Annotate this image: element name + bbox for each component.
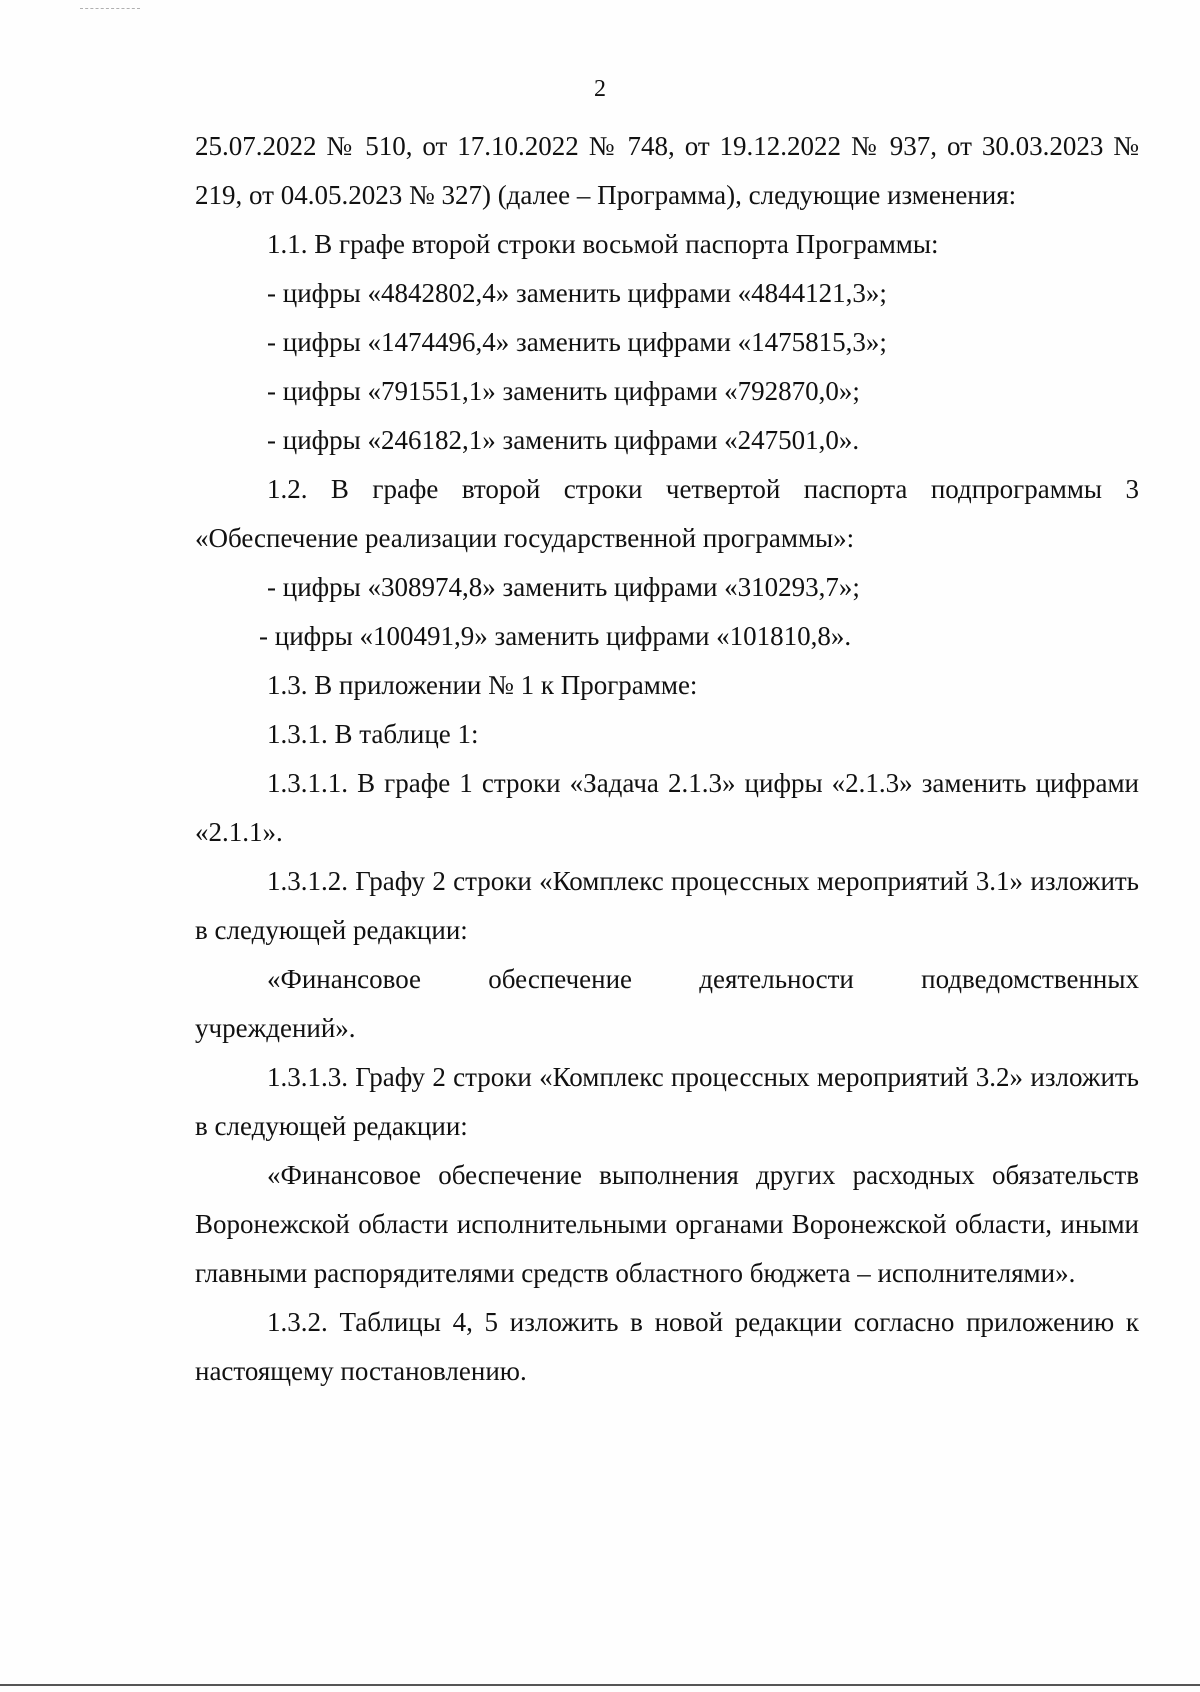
page-number: 2: [594, 76, 606, 102]
paragraph-1-2-item-1: - цифры «308974,8» заменить цифрами «310293,7»;: [267, 572, 860, 602]
paragraph-1-1: 1.1. В графе второй строки восьмой паспорта Программы:: [267, 229, 939, 259]
paragraph-1-3-1-2: 1.3.1.2. Графу 2 строки «Комплекс процессных мероприятий 3.1» изложить в следующей редакции:: [195, 866, 1139, 945]
paragraph-1-1-item-4: - цифры «246182,1» заменить цифрами «247501,0».: [267, 425, 860, 455]
paragraph-1-3-1-1: 1.3.1.1. В графе 1 строки «Задача 2.1.3» цифры «2.1.3» заменить цифрами «2.1.1».: [195, 768, 1139, 847]
quoted-word: «Финансовое: [267, 964, 422, 994]
scan-mark: [80, 8, 140, 13]
paragraph-1-3: 1.3. В приложении № 1 к Программе:: [267, 670, 698, 700]
paragraph-1-3-1-3: 1.3.1.3. Графу 2 строки «Комплекс процессных мероприятий 3.2» изложить в следующей редакции:: [195, 1062, 1139, 1141]
quoted-word: обеспечение: [488, 964, 633, 994]
paragraph-amendment-list: 25.07.2022 № 510, от 17.10.2022 № 748, от 19.12.2022 № 937, от 30.03.2023 № 219, от 04.05.2023 № 327) (далее – Программа), следующие изменения:: [195, 131, 1139, 210]
paragraph-1-1-item-2: - цифры «1474496,4» заменить цифрами «1475815,3»;: [267, 327, 887, 357]
quoted-text-2: «Финансовое обеспечение выполнения других расходных обязательств Воронежской области исполнительными органами Воронежской области, иными главными распорядителями средств областного бюджета – исполнителями».: [195, 1160, 1139, 1288]
paragraph-1-2: 1.2. В графе второй строки четвертой паспорта подпрограммы 3 «Обеспечение реализации государственной программы»:: [195, 474, 1139, 553]
paragraph-1-1-item-1: - цифры «4842802,4» заменить цифрами «4844121,3»;: [267, 278, 887, 308]
quoted-word: подведомственных: [921, 964, 1139, 994]
quoted-text-line-1: [195, 955, 1139, 1004]
quoted-text-line-2: учреждений».: [195, 1013, 356, 1043]
quoted-word: деятельности: [699, 964, 854, 994]
paragraph-1-3-2: 1.3.2. Таблицы 4, 5 изложить в новой редакции согласно приложению к настоящему постановлению.: [195, 1307, 1139, 1386]
paragraph-1-2-item-2: - цифры «100491,9» заменить цифрами «101810,8».: [259, 621, 852, 651]
paragraph-1-3-1: 1.3.1. В таблице 1:: [267, 719, 479, 749]
bottom-scan-line: [0, 1684, 1200, 1686]
document-body: [195, 122, 1139, 1396]
paragraph-1-1-item-3: - цифры «791551,1» заменить цифрами «792870,0»;: [267, 376, 860, 406]
